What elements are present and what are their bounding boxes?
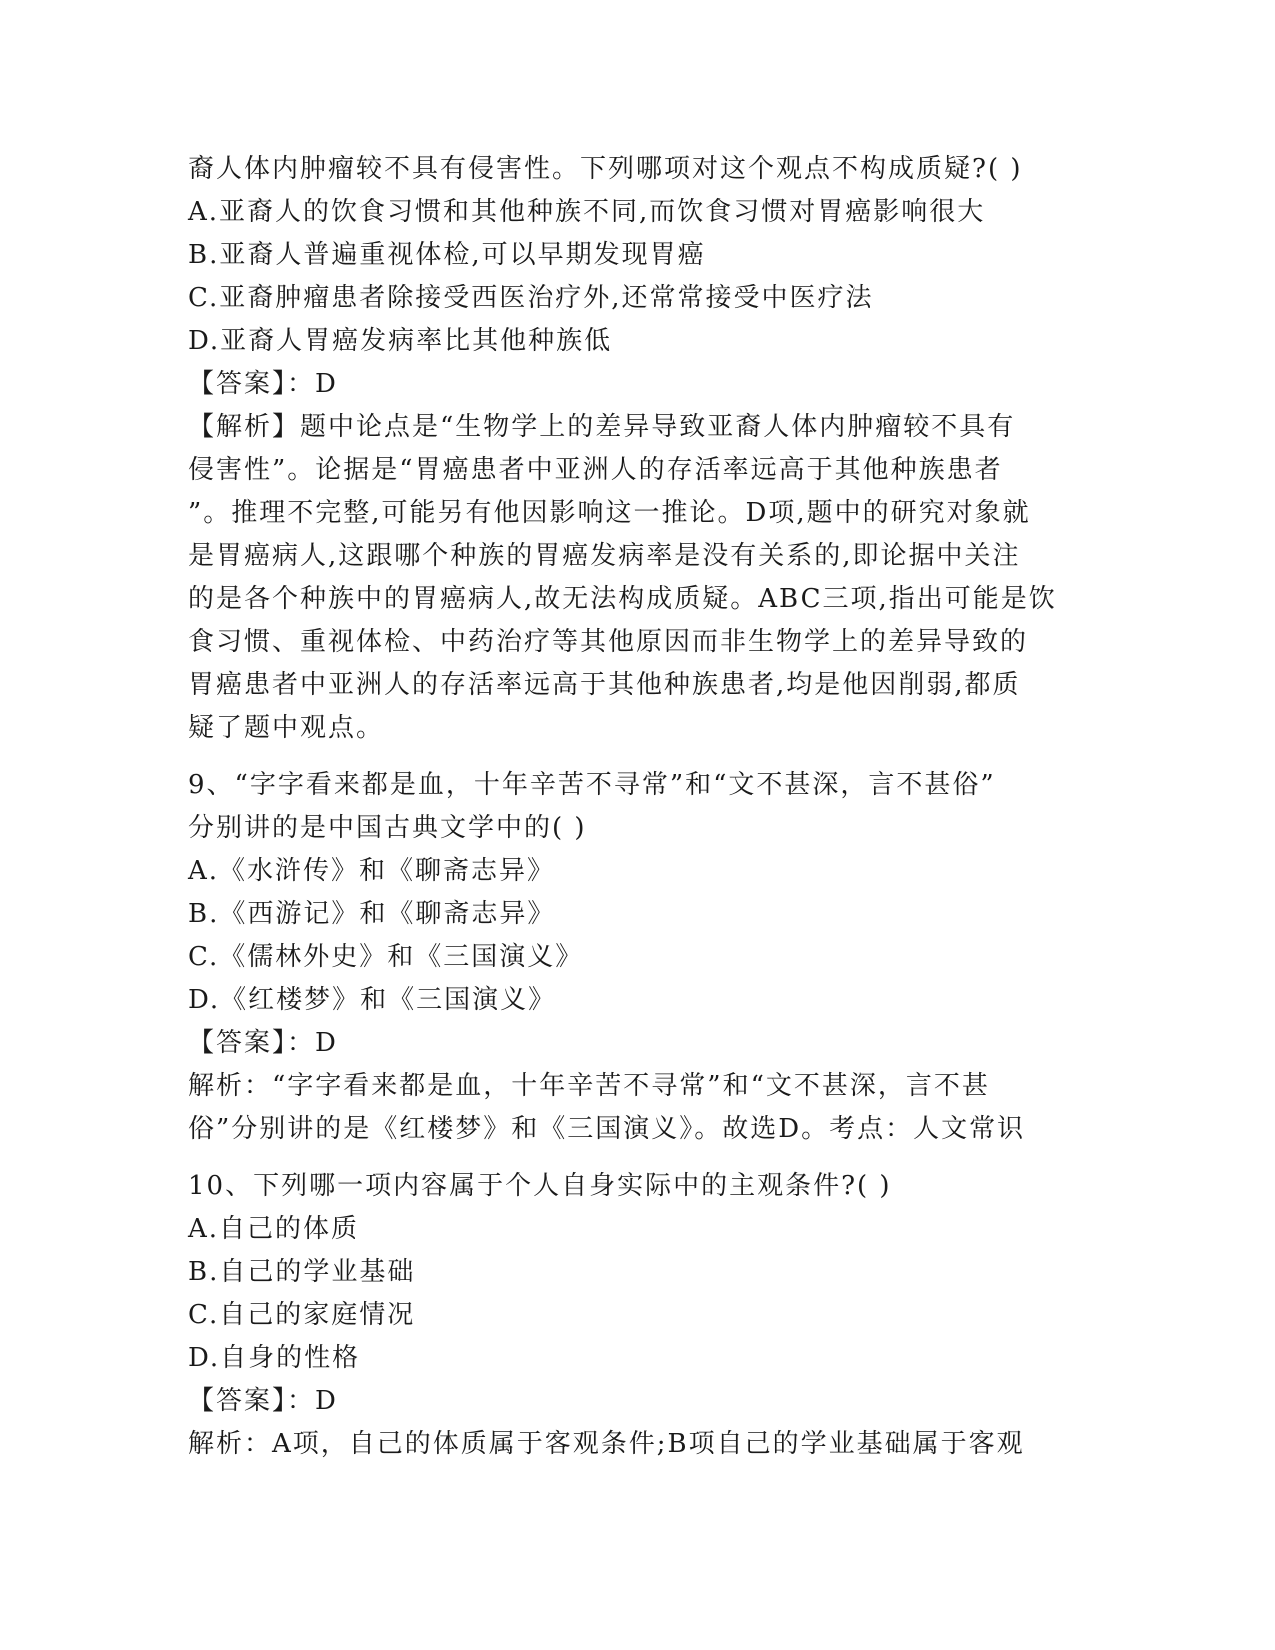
analysis-line: 食习惯、重视体检、中药治疗等其他原因而非生物学上的差异导致的	[188, 627, 1029, 657]
option-a: A.亚裔人的饮食习惯和其他种族不同,而饮食习惯对胃癌影响很大	[188, 197, 986, 227]
document-page	[188, 148, 1088, 1466]
analysis-line: ”。推理不完整,可能另有他因影响这一推论。D项,题中的研究对象就	[188, 498, 1031, 528]
question-stem: 9、“字字看来都是血，十年辛苦不寻常”和“文不甚深，言不甚俗”	[188, 770, 996, 800]
analysis-line: 疑了题中观点。	[188, 713, 385, 743]
option-c: C.亚裔肿瘤患者除接受西医治疗外,还常常接受中医疗法	[188, 283, 874, 313]
question-10	[188, 1165, 1088, 1466]
option-b: B.亚裔人普遍重视体检,可以早期发现胃癌	[188, 240, 706, 270]
question-stem: 10、下列哪一项内容属于个人自身实际中的主观条件?( )	[188, 1171, 892, 1201]
analysis-line: 解析：“字字看来都是血，十年辛苦不寻常”和“文不甚深，言不甚	[188, 1071, 990, 1101]
option-d: D.《红楼梦》和《三国演义》	[188, 985, 557, 1015]
spacer	[188, 750, 1088, 764]
option-d: D.自身的性格	[188, 1343, 361, 1373]
spacer	[188, 1151, 1088, 1165]
analysis-line: 俗”分别讲的是《红楼梦》和《三国演义》。故选D。考点：人文常识	[188, 1114, 1026, 1144]
analysis-line: 是胃癌病人,这跟哪个种族的胃癌发病率是没有关系的,即论据中关注	[188, 541, 1021, 571]
answer-line: 【答案】：D	[188, 1386, 338, 1416]
option-a: A.自己的体质	[188, 1214, 360, 1244]
option-d: D.亚裔人胃癌发病率比其他种族低	[188, 326, 613, 356]
option-c: C.自己的家庭情况	[188, 1300, 416, 1330]
analysis-line: 解析：A项，自己的体质属于客观条件;B项自己的学业基础属于客观	[188, 1429, 1025, 1459]
question-8	[188, 148, 1088, 750]
question-stem: 分别讲的是中国古典文学中的( )	[188, 813, 587, 843]
analysis-line: 的是各个种族中的胃癌病人,故无法构成质疑。ABC三项,指出可能是饮	[188, 584, 1057, 614]
question-stem: 裔人体内肿瘤较不具有侵害性。下列哪项对这个观点不构成质疑?( )	[188, 154, 1023, 184]
analysis-line: 胃癌患者中亚洲人的存活率远高于其他种族患者,均是他因削弱,都质	[188, 670, 1021, 700]
analysis-line: 【解析】题中论点是“生物学上的差异导致亚裔人体内肿瘤较不具有	[188, 412, 1016, 442]
option-c: C.《儒林外史》和《三国演义》	[188, 942, 584, 972]
option-b: B.《西游记》和《聊斋志异》	[188, 899, 556, 929]
answer-line: 【答案】：D	[188, 369, 338, 399]
option-b: B.自己的学业基础	[188, 1257, 416, 1287]
question-9	[188, 764, 1088, 1151]
answer-line: 【答案】：D	[188, 1028, 338, 1058]
analysis-line: 侵害性”。论据是“胃癌患者中亚洲人的存活率远高于其他种族患者	[188, 455, 1003, 485]
option-a: A.《水浒传》和《聊斋志异》	[188, 856, 556, 886]
